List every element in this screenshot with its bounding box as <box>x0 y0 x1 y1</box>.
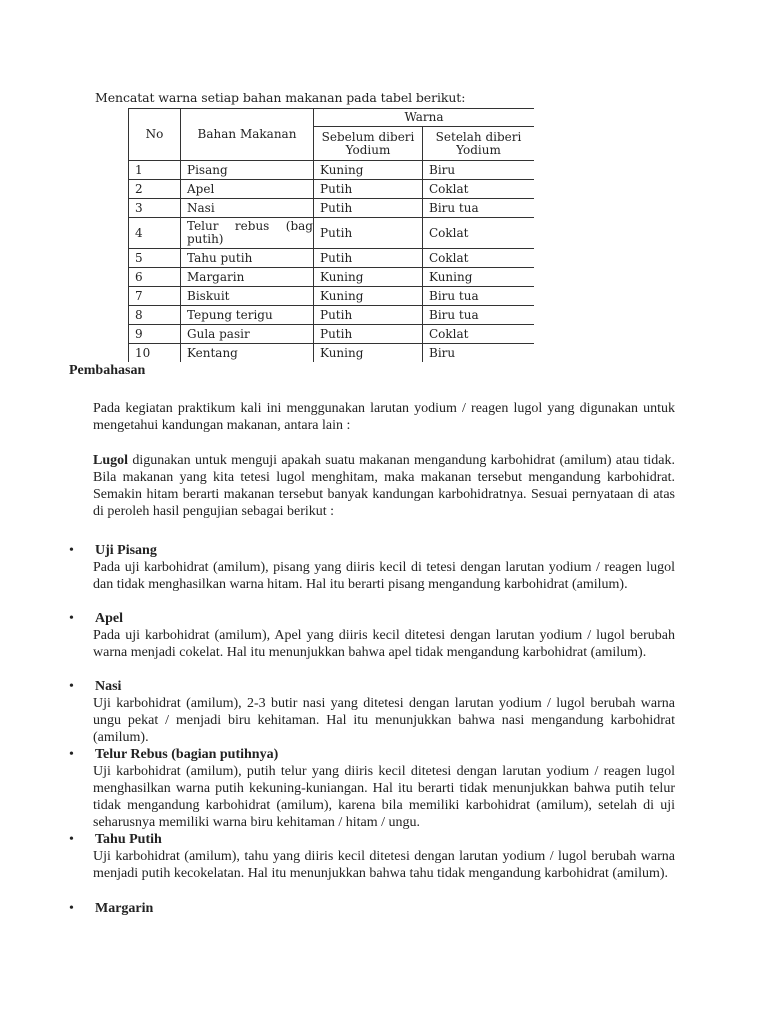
header-bahan: Bahan Makanan <box>181 109 314 161</box>
bullet-icon: • <box>69 747 74 762</box>
cell-bahan: Kentang <box>181 344 314 363</box>
cell-bahan: Apel <box>181 180 314 199</box>
header-setelah: Setelah diberi Yodium <box>423 127 535 161</box>
cell-setelah: Kuning <box>423 268 535 287</box>
table-row <box>129 306 535 325</box>
cell-sebelum: Kuning <box>314 344 423 363</box>
cell-sebelum: Putih <box>314 249 423 268</box>
cell-setelah: Biru <box>423 344 535 363</box>
item-body: Uji karbohidrat (amilum), 2-3 butir nasi yang ditetesi dengan larutan yodium / lugol berubah warna ungu pekat / menjadi biru kehitaman. Hal itu menunjukkan bahwa nasi mengandung karbohidrat (amilum). <box>93 696 675 745</box>
cell-no: 6 <box>129 268 181 287</box>
cell-bahan: Nasi <box>181 199 314 218</box>
cell-no: 2 <box>129 180 181 199</box>
lugol-term: Lugol <box>93 453 129 468</box>
lugol-description: digunakan untuk menguji apakah suatu makanan mengandung karbohidrat (amilum) atau tidak. Bila makanan yang kita tetesi lugol menghitam, maka makanan tersebut mengandung karbohidrat. Semakin hitam berarti makanan tersebut banyak kandungan karbohidratnya. Sesuai pernyataan di atas di peroleh hasil pengujian sebagai berikut : <box>93 453 675 519</box>
item-title: Nasi <box>95 679 122 694</box>
table-row <box>129 287 535 306</box>
cell-setelah: Coklat <box>423 218 535 249</box>
bullet-icon: • <box>69 679 74 694</box>
cell-setelah: Coklat <box>423 325 535 344</box>
list-item <box>69 831 162 848</box>
table-row <box>129 161 535 180</box>
table-row <box>129 218 535 249</box>
bullet-icon: • <box>69 611 74 626</box>
cell-no: 3 <box>129 199 181 218</box>
item-body: Uji karbohidrat (amilum), putih telur yang diiris kecil ditetesi dengan larutan yodium / reagen lugol menghasilkan warna putih kekuning-kuniangan. Hal itu berarti tidak menunjukkan bahwa putih telur tidak mengandung karbohidrat (amilum), karena bila memiliki karbohidrat (amilum), setelah di uji seharusnya memiliki warna biru kehitaman / hitam / ungu. <box>93 764 675 830</box>
list-item <box>69 542 157 559</box>
item-title: Apel <box>95 611 123 626</box>
list-item <box>69 610 123 627</box>
item-body: Pada uji karbohidrat (amilum), Apel yang diiris kecil ditetesi dengan larutan yodium / lugol berubah warna menjadi cokelat. Hal itu menunjukkan bahwa apel tidak mengandung karbohidrat (amilum). <box>93 628 675 660</box>
cell-no: 7 <box>129 287 181 306</box>
cell-no: 5 <box>129 249 181 268</box>
item-title: Margarin <box>95 901 154 916</box>
cell-bahan: Telur rebus (bag putih) <box>181 218 314 249</box>
cell-setelah: Biru tua <box>423 199 535 218</box>
table-row <box>129 199 535 218</box>
item-title: Tahu Putih <box>95 832 162 847</box>
cell-setelah: Biru tua <box>423 287 535 306</box>
table-row <box>129 249 535 268</box>
cell-bahan: Margarin <box>181 268 314 287</box>
section-heading: Pembahasan <box>69 363 146 378</box>
cell-sebelum: Kuning <box>314 161 423 180</box>
item-title: Uji Pisang <box>95 543 157 558</box>
cell-bahan: Tahu putih <box>181 249 314 268</box>
item-title: Telur Rebus (bagian putihnya) <box>95 747 279 762</box>
cell-no: 1 <box>129 161 181 180</box>
cell-sebelum: Putih <box>314 218 423 249</box>
cell-bahan: Pisang <box>181 161 314 180</box>
table-intro-text: Mencatat warna setiap bahan makanan pada tabel berikut: <box>95 90 466 105</box>
table-row <box>129 325 535 344</box>
item-body: Pada uji karbohidrat (amilum), pisang yang diiris kecil di tetesi dengan larutan yodium / reagen lugol dan tidak menghasilkan warna hitam. Hal itu berarti pisang mengandung karbohidrat (amilum). <box>93 560 675 592</box>
color-table <box>128 108 534 362</box>
cell-no: 10 <box>129 344 181 363</box>
cell-sebelum: Putih <box>314 199 423 218</box>
table-row <box>129 180 535 199</box>
list-item <box>69 900 153 917</box>
cell-sebelum: Kuning <box>314 287 423 306</box>
header-warna: Warna <box>314 109 535 127</box>
list-item <box>69 678 121 695</box>
bullet-icon: • <box>69 832 74 847</box>
cell-sebelum: Putih <box>314 325 423 344</box>
table-row <box>129 268 535 287</box>
cell-bahan: Biskuit <box>181 287 314 306</box>
bullet-icon: • <box>69 901 74 916</box>
cell-setelah: Coklat <box>423 180 535 199</box>
cell-bahan: Gula pasir <box>181 325 314 344</box>
cell-bahan: Tepung terigu <box>181 306 314 325</box>
cell-setelah: Coklat <box>423 249 535 268</box>
cell-no: 8 <box>129 306 181 325</box>
bullet-icon: • <box>69 543 74 558</box>
paragraph-intro: Pada kegiatan praktikum kali ini menggunakan larutan yodium / reagen lugol yang digunakan untuk mengetahui kandungan makanan, antara lain : <box>93 401 675 433</box>
cell-no: 9 <box>129 325 181 344</box>
cell-setelah: Biru tua <box>423 306 535 325</box>
header-sebelum: Sebelum diberi Yodium <box>314 127 423 161</box>
cell-sebelum: Putih <box>314 306 423 325</box>
cell-setelah: Biru <box>423 161 535 180</box>
cell-sebelum: Kuning <box>314 268 423 287</box>
cell-sebelum: Putih <box>314 180 423 199</box>
paragraph-lugol <box>93 452 675 520</box>
table-row <box>129 344 535 363</box>
cell-no: 4 <box>129 218 181 249</box>
header-no: No <box>129 109 181 161</box>
list-item <box>69 746 278 763</box>
item-body: Uji karbohidrat (amilum), tahu yang diiris kecil ditetesi dengan larutan yodium / lugol berubah warna menjadi putih kecokelatan. Hal itu menunjukkan bahwa tahu tidak mengandung karbohidrat (amilum). <box>93 849 675 881</box>
